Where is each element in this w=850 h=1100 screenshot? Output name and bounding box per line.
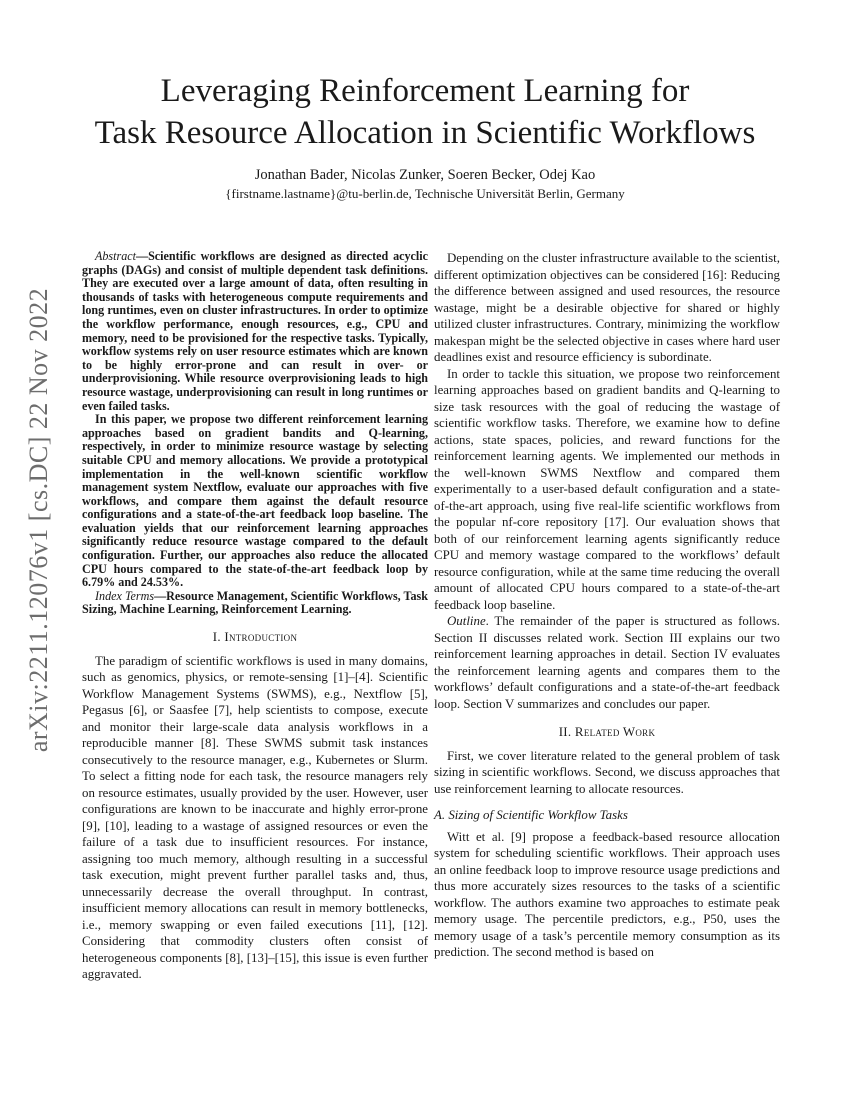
- paper-title: [60, 70, 790, 154]
- title-line-1: Leveraging Reinforcement Learning for: [160, 73, 690, 109]
- related-paragraph-1: First, we cover literature related to the general problem of task sizing in scientific workflows. Second, we discuss approaches that use reinforcement learning to allocate resources.: [434, 748, 780, 796]
- task-sizing-paragraph-1: Witt et al. [9] propose a feedback-based resource allocation system for scheduling scientific workflows. Their approach uses an online feedback loop to improve resource usage predictions and thus more accurately sizes resources to the tasks of a scientific workflow. The authors examine two approaches to estimate peak memory usage. The percentile predictors, e.g., P50, uses the memory usage of a task’s percentile memory consumption as its prediction. The second method is based on: [434, 829, 780, 959]
- intro-paragraph-1: The paradigm of scientific workflows is used in many domains, such as genomics, physics, or remote-sensing [1]–[4]. Scientific Workflow Management Systems (SWMS), e.g., Nextflow [5], Pegasus [6], or Saasfee [7], help scientists to compose, execute and monitor their large-scale data analysis workflows in a reproducible manner [8]. These SWMS submit task instances consecutively to the resource manager, e.g., Kubernetes or Slurm. To select a fitting node for each task, the resource managers rely on resource estimates, usually provided by the user. However, user configurations are known to be inaccurate and highly error-prone [9], [10], leading to a wastage of assigned resources or even the failure of a task due to insufficient resources. For instance, assigning too much memory, although resulting in a successful task execution, might prevent further parallel tasks and, thus, unnecessarily decrease the overall throughput. In contrast, insufficient memory allocations can result in memory bottlenecks, i.e., memory swapping or even failed executions [11], [12]. Considering that commodity clusters often consist of heterogeneous components [8], [13]–[15], this issue is even further aggravated.: [82, 653, 428, 982]
- subsection-heading-task-sizing: A. Sizing of Scientific Workflow Tasks: [434, 808, 628, 822]
- index-terms-text: —Resource Management, Scientific Workflows, Task Sizing, Machine Learning, Reinforcement Learning.: [82, 588, 428, 617]
- section-heading-introduction: I. Introduction: [212, 630, 298, 645]
- author-list: Jonathan Bader, Nicolas Zunker, Soeren Becker, Odej Kao: [254, 167, 596, 183]
- abstract: [82, 250, 428, 617]
- affiliation: {firstname.lastname}@tu-berlin.de, Technische Universität Berlin, Germany: [225, 186, 625, 201]
- right-column: [434, 250, 780, 961]
- abstract-lead: Abstract: [95, 249, 136, 263]
- index-terms: [82, 590, 428, 617]
- outline-lead: Outline: [447, 614, 486, 628]
- section-heading-related-work: II. Related Work: [558, 725, 656, 739]
- outline-paragraph: [434, 613, 780, 712]
- abstract-paragraph-2: In this paper, we propose two different reinforcement learning approaches based on gradient bandits and Q-learning, respectively, in order to minimize resource wastage by selecting suitable CPU and memory allocations. We provide a prototypical implementation in the well-known scientific workflow management system Nextflow, evaluate our approaches with five workflows, and compare them against the default resource configurations and a state-of-the-art feedback loop baseline. The evaluation yields that our reinforcement learning approaches significantly reduce resource wastage compared to the default configuration. Further, our approaches also reduce the allocated CPU hours compared to the state-of-the-art feedback loop by 6.79% and 24.53%.: [82, 412, 428, 590]
- abstract-text-1: —Scientific workflows are designed as directed acyclic graphs (DAGs) and consist of multiple dependent task definitions. They are executed over a large amount of data, often resulting in thousands of tasks with heterogeneous compute requirements and long runtimes, even on cluster infrastructures. In order to optimize the workflow performance, enough resources, e.g., CPU and memory, need to be provisioned for the respective tasks. Typically, workflow systems rely on user resource estimates which are known to be highly error-prone and can result in over- or underprovisioning. While resource overprovisioning leads to high resource wastage, underprovisioning can result in long runtimes or even failed tasks.: [82, 249, 428, 413]
- abstract-paragraph-1: [82, 250, 428, 413]
- arxiv-side-stamp: arXiv:2211.12076v1 [cs.DC] 22 Nov 2022: [24, 287, 53, 753]
- title-line-2: Task Resource Allocation in Scientific Workflows: [94, 115, 756, 151]
- index-terms-lead: Index Terms: [95, 588, 155, 603]
- left-column: [82, 250, 428, 983]
- intro-paragraph-2: Depending on the cluster infrastructure available to the scientist, different optimization objectives can be considered [16]: Reducing the difference between assigned and used resources, the resource wastage, might be a desirable objective for shared or highly utilized cluster infrastructures. Contrary, minimizing the workflow makespan might be the selected objective in cases where hard user deadlines exist and resource efficiency is subordinate.: [434, 251, 780, 364]
- outline-text: . The remainder of the paper is structured as follows. Section II discusses related work. Section III explains our two reinforcement learning approaches in detail. Section IV evaluates the reinforcement learning agents and compares them to the workflows’ default configurations and a state-of-the-art feedback loop. Section V summarizes and concludes our paper.: [434, 614, 780, 711]
- intro-paragraph-3: In order to tackle this situation, we propose two reinforcement learning approaches based on gradient bandits and Q-learning to size task resources with the goal of reducing the wastage of scientific workflow tasks. Therefore, we examine how to define actions, state spaces, policies, and reward functions for the reinforcement learning agents. We implemented our methods in the well-known SWMS Nextflow and compared them experimentally to a user-based default configuration and a state-of-the-art approach, using five real-life scientific workflows from the popular nf-core repository [17]. Our evaluation shows that both of our reinforcement learning agents significantly reduce CPU and memory wastage compared to the workflows’ default resource configuration, while at the same time reducing the overall amount of allocated CPU hours compared to a state-of-the-art feedback loop baseline.: [434, 366, 780, 612]
